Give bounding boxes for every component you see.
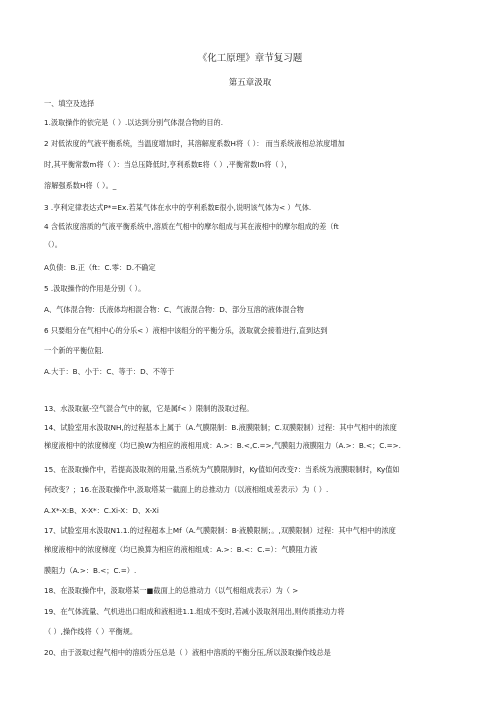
- question-line: 3 .亨利定律表达式P*=Ex.若某气体在水中的亨利系数E很小,说明该气体为< ）气体.: [44, 203, 312, 212]
- question-line: （）。: [44, 240, 62, 249]
- question-line: 一个新的平衡位阻.: [44, 346, 104, 355]
- question-line: 4 含低浓度溶质的气液平衡系统中,溶质在气相中的摩尔组成与其在液相中的摩尔组成的差（ft: [44, 222, 339, 231]
- question-line: 溶解强系数H将（ ）。_: [44, 181, 117, 190]
- question-line: 15、在汲取操作中，若提高汲取剂的用量,当系统为气膜限制时，Ky值如何改变?：当系统为液膜眼制时，Ky值如: [44, 465, 400, 474]
- question-line: 梯度液相中的浓度梯度（均已换算为相应的液相组成：A.>：B.<：C.=）：气膜阻力液: [44, 545, 318, 554]
- question-line: （ ）,操作线将（ ）平衡规。: [44, 627, 138, 636]
- option-line: A负债：B.正（ft：C.零：D.不确定: [44, 263, 156, 272]
- document-title: 《化工原理》章节复习题: [197, 53, 303, 64]
- chapter-heading: 第五章汲取: [228, 78, 272, 88]
- option-line: A.X*-X:B、X-X*：C.Xi-X：D、X-Xi: [44, 506, 159, 515]
- question-line: 20、由于汲取过程气相中的溶质分压总是（ ）液相中溶质的平衡分压,所以汲取操作线总是: [44, 648, 331, 657]
- question-line: 14、试脸室用水汲取NH,的过程基本上属于（A.气膜限制：B.液膜限制；C.双膜限制）过程：其中气相中的浓度: [44, 423, 397, 432]
- question-line: 18、在汲取操作中，汲取塔某一■截面上的总推动力（以气相组成表示）为（ >: [44, 586, 299, 595]
- question-line: 时,其平衡常数m将（ ）：当总压降低时,亨利系数E将（ ）,平衡常数In将（ ），: [44, 160, 292, 169]
- question-line: 1.汲取操作的依完是（ ）.以达到分别气体混合物的目的.: [44, 118, 224, 127]
- question-line: 梯度液相中的浓度梯度（均已换W为相应的液相用成：A.>：B.<,C.=>,气膜阻力液膜阻力（A.>：B.<；C.=>.: [44, 441, 401, 450]
- option-line: A、气体混合物：氏液体均相混合物：C、气液混合物：D、部分互溶的液体混合物: [44, 305, 304, 314]
- question-line: 膜阻力（A.>：B.<；C.=）.: [44, 566, 137, 575]
- section-heading: 一、填空及选择: [44, 99, 95, 108]
- question-line: 6 只要组分在气相中心的分乐< ）液相中该组分的平衡分乐，汲取就会接着进行,直到达到: [44, 326, 328, 335]
- question-line: 何改变？；16.在汲取操作中,汲取塔某一截面上的总推动力（以液相组成差表示）为（ ）.: [44, 485, 329, 494]
- question-line: 5 .汲取操作的作用是分别（ ）。: [44, 284, 146, 293]
- question-line: 19、在气体流量、气机进出口组成和液相进1.1.组成不变时,若减小汲取剂用出,则传质推动力将: [44, 607, 345, 616]
- question-line: 13、水汲取氨-空气混合气中的氨，它是属f< ）限制的汲取过程。: [44, 404, 254, 413]
- question-line: 2 对低浓度的气液平衡系统，当温度增加时，其溶解度系数H将（ ）： 而当系统液相总浓度增加: [44, 139, 345, 148]
- option-line: A.大于：B、小于：C、等于：D、不等于: [44, 367, 175, 376]
- question-line: 17、试脸室用水汲取N1.1.的过程超本上Mf（A.气膜限制：B·液膜限制；。,双膜限制）过程：其中气相中的浓度: [44, 526, 396, 535]
